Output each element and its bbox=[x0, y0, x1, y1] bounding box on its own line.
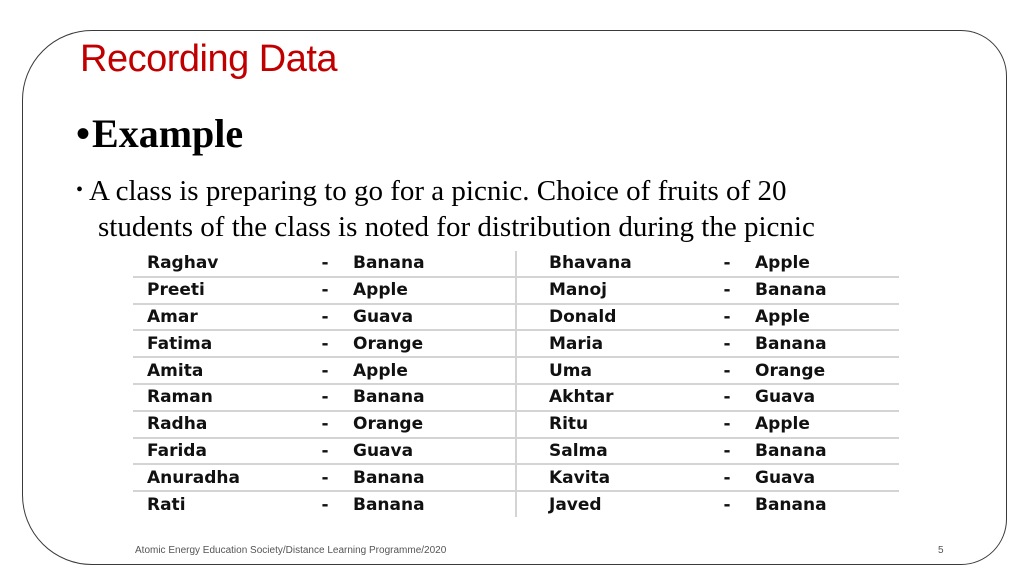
student-name: Ritu bbox=[549, 414, 589, 435]
separator-dash: - bbox=[723, 440, 731, 461]
separator-dash: - bbox=[321, 360, 329, 381]
fruit-choice: Banana bbox=[353, 253, 425, 274]
student-name: Farida bbox=[147, 440, 207, 461]
student-name: Preeti bbox=[147, 280, 205, 301]
description-line-1: A class is preparing to go for a picnic. Choice of fruits of 20 bbox=[89, 175, 787, 207]
student-name: Raman bbox=[147, 387, 213, 408]
fruit-choice: Banana bbox=[755, 280, 827, 301]
separator-dash: - bbox=[321, 440, 329, 461]
fruit-choice: Banana bbox=[353, 467, 425, 488]
fruit-choice: Orange bbox=[353, 333, 424, 354]
fruit-choice: Banana bbox=[755, 440, 827, 461]
table-row bbox=[133, 278, 515, 303]
table-row bbox=[517, 385, 899, 410]
fruit-choice: Guava bbox=[353, 440, 414, 461]
bullet-icon: • bbox=[76, 179, 84, 201]
table-row bbox=[517, 358, 899, 383]
table-row bbox=[133, 251, 515, 276]
fruit-choice: Orange bbox=[353, 414, 424, 435]
fruit-choice: Guava bbox=[755, 387, 816, 408]
footer-text: Atomic Energy Education Society/Distance Learning Programme/2020 bbox=[135, 545, 447, 556]
heading-text: Example bbox=[92, 111, 244, 156]
separator-dash: - bbox=[321, 414, 329, 435]
table-row bbox=[517, 278, 899, 303]
table-row bbox=[517, 305, 899, 330]
student-name: Maria bbox=[549, 333, 604, 354]
student-name: Bhavana bbox=[549, 253, 632, 274]
separator-dash: - bbox=[723, 253, 731, 274]
student-name: Javed bbox=[549, 494, 602, 515]
table-row bbox=[133, 358, 515, 383]
table-row bbox=[133, 492, 515, 517]
student-name: Manoj bbox=[549, 280, 607, 301]
student-name: Fatima bbox=[147, 333, 213, 354]
student-name: Radha bbox=[147, 414, 208, 435]
example-heading bbox=[76, 110, 243, 157]
table-row bbox=[133, 385, 515, 410]
separator-dash: - bbox=[723, 414, 731, 435]
student-name: Uma bbox=[549, 360, 592, 381]
slide-title: Recording Data bbox=[80, 38, 338, 80]
table-row bbox=[517, 465, 899, 490]
separator-dash: - bbox=[321, 280, 329, 301]
table-row bbox=[133, 465, 515, 490]
separator-dash: - bbox=[321, 253, 329, 274]
fruit-choice: Apple bbox=[353, 280, 408, 301]
separator-dash: - bbox=[723, 280, 731, 301]
table-row bbox=[517, 492, 899, 517]
fruit-choice: Apple bbox=[353, 360, 408, 381]
fruit-choice: Apple bbox=[755, 306, 810, 327]
student-name: Kavita bbox=[549, 467, 611, 488]
separator-dash: - bbox=[723, 306, 731, 327]
fruit-choice: Guava bbox=[755, 467, 816, 488]
student-name: Rati bbox=[147, 494, 186, 515]
table-row bbox=[517, 331, 899, 356]
student-name: Amita bbox=[147, 360, 204, 381]
separator-dash: - bbox=[321, 333, 329, 354]
bullet-icon: • bbox=[76, 111, 91, 156]
table-row bbox=[517, 439, 899, 464]
student-name: Donald bbox=[549, 306, 617, 327]
separator-dash: - bbox=[321, 306, 329, 327]
separator-dash: - bbox=[723, 360, 731, 381]
separator-dash: - bbox=[321, 494, 329, 515]
page-number: 5 bbox=[938, 545, 944, 556]
student-name: Amar bbox=[147, 306, 198, 327]
table-row bbox=[517, 251, 899, 276]
fruit-choice-table bbox=[133, 251, 899, 517]
table-row bbox=[133, 305, 515, 330]
fruit-choice: Banana bbox=[353, 494, 425, 515]
description-line-2: students of the class is noted for distribution during the picnic bbox=[98, 211, 815, 243]
fruit-choice: Guava bbox=[353, 306, 414, 327]
description bbox=[76, 172, 976, 245]
separator-dash: - bbox=[321, 387, 329, 408]
table-column-left bbox=[133, 251, 515, 517]
table-row bbox=[133, 331, 515, 356]
student-name: Akhtar bbox=[549, 387, 614, 408]
student-name: Raghav bbox=[147, 253, 219, 274]
student-name: Anuradha bbox=[147, 467, 240, 488]
fruit-choice: Banana bbox=[755, 333, 827, 354]
fruit-choice: Orange bbox=[755, 360, 826, 381]
fruit-choice: Banana bbox=[353, 387, 425, 408]
table-column-right bbox=[517, 251, 899, 517]
separator-dash: - bbox=[723, 387, 731, 408]
student-name: Salma bbox=[549, 440, 608, 461]
separator-dash: - bbox=[723, 494, 731, 515]
fruit-choice: Apple bbox=[755, 253, 810, 274]
separator-dash: - bbox=[321, 467, 329, 488]
table-row bbox=[133, 412, 515, 437]
table-row bbox=[517, 412, 899, 437]
fruit-choice: Banana bbox=[755, 494, 827, 515]
fruit-choice: Apple bbox=[755, 414, 810, 435]
separator-dash: - bbox=[723, 333, 731, 354]
table-row bbox=[133, 439, 515, 464]
separator-dash: - bbox=[723, 467, 731, 488]
